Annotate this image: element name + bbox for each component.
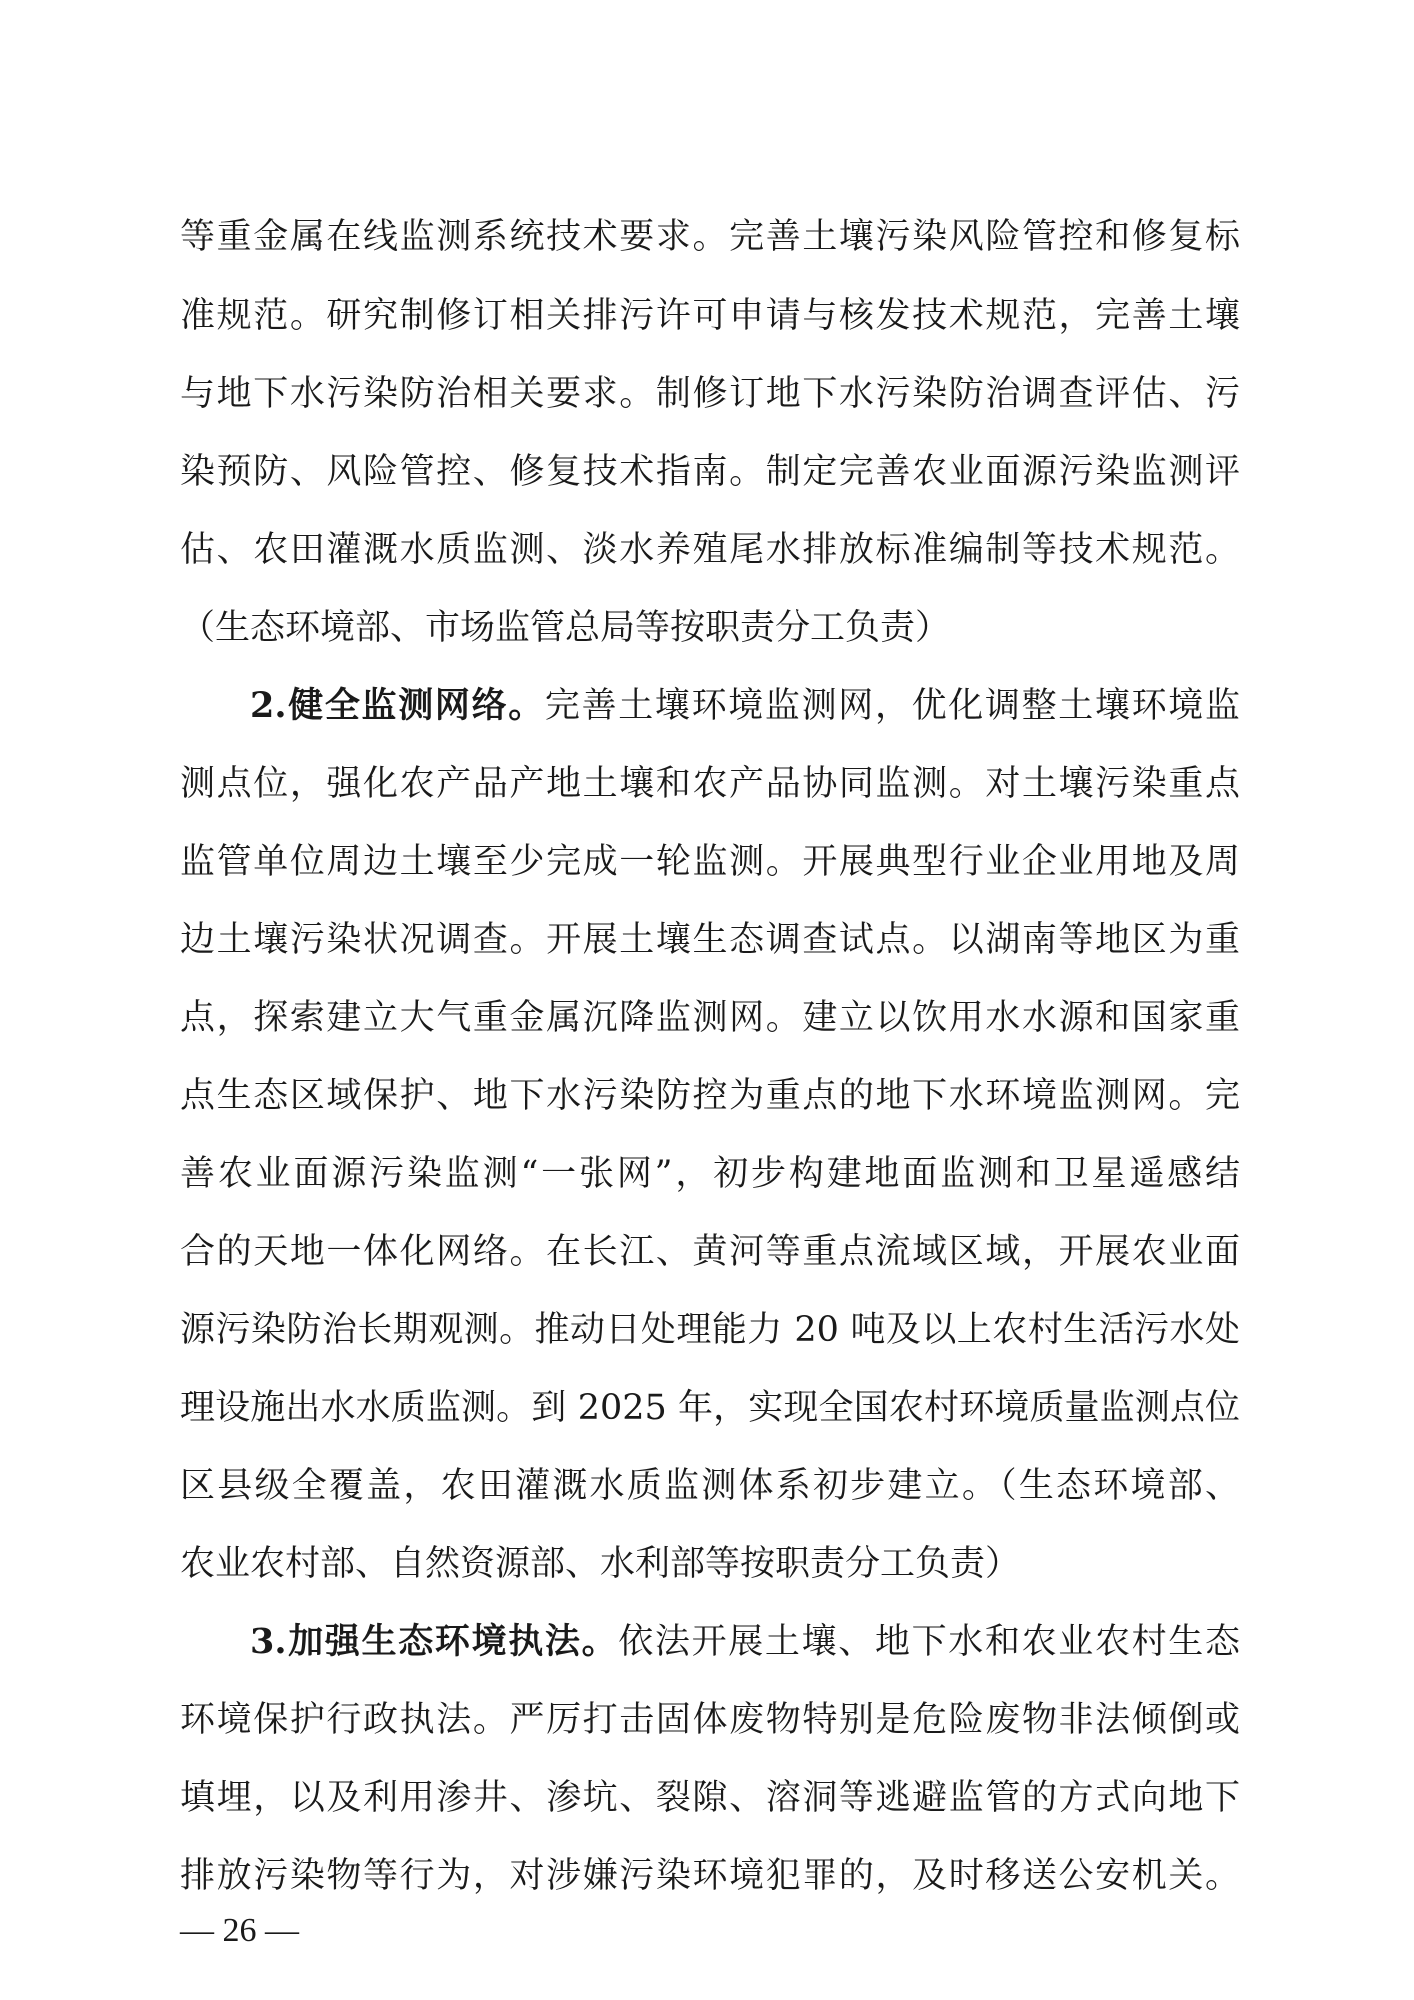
paragraph-1-line-2: 准规范。研究制修订相关排污许可申请与核发技术规范，完善土壤: [180, 296, 1240, 336]
section-heading-monitoring-network: 2.健全监测网络。: [250, 685, 545, 726]
paragraph-2-line-8: 合的天地一体化网络。在长江、黄河等重点流域区域，开展农业面: [180, 1232, 1240, 1272]
paragraph-1-line-5: 估、农田灌溉水质监测、淡水养殖尾水排放标准编制等技术规范。: [180, 530, 1240, 570]
paragraph-1-line-3: 与地下水污染防治相关要求。制修订地下水污染防治调查评估、污: [180, 374, 1240, 414]
section-heading-enforcement: 3.加强生态环境执法。: [250, 1621, 619, 1662]
paragraph-3-line-4: 排放污染物等行为，对涉嫌污染环境犯罪的，及时移送公安机关。: [180, 1856, 1240, 1896]
paragraph-1-line-1: 等重金属在线监测系统技术要求。完善土壤污染风险管控和修复标: [180, 217, 1240, 257]
paragraph-2-line-9: 源污染防治长期观测。推动日处理能力 20 吨及以上农村生活污水处: [180, 1310, 1240, 1350]
paragraph-2-line-7: 善农业面源污染监测“一张网”，初步构建地面监测和卫星遥感结: [180, 1154, 1240, 1194]
paragraph-2-line-10: 理设施出水水质监测。到 2025 年，实现全国农村环境质量监测点位: [180, 1388, 1240, 1428]
paragraph-3-line-1: [180, 1612, 1240, 1672]
paragraph-1-line-4: 染预防、风险管控、修复技术指南。制定完善农业面源污染监测评: [180, 452, 1240, 492]
paragraph-2-line-5: 点，探索建立大气重金属沉降监测网。建立以饮用水水源和国家重: [180, 998, 1240, 1038]
paragraph-2-line-1-text: 完善土壤环境监测网，优化调整土壤环境监: [544, 686, 1240, 726]
paragraph-2-line-12: 农业农村部、自然资源部、水利部等按职责分工负责）: [180, 1544, 1021, 1584]
paragraph-2-line-4: 边土壤污染状况调查。开展土壤生态调查试点。以湖南等地区为重: [180, 920, 1240, 960]
page-number: — 26 —: [180, 1912, 299, 1949]
paragraph-3-line-1-text: 依法开展土壤、地下水和农业农村生态: [618, 1622, 1240, 1662]
paragraph-3-line-2: 环境保护行政执法。严厉打击固体废物特别是危险废物非法倾倒或: [180, 1700, 1240, 1740]
paragraph-2-line-1: [180, 676, 1240, 736]
paragraph-2-line-11: 区县级全覆盖，农田灌溉水质监测体系初步建立。（生态环境部、: [180, 1466, 1240, 1506]
paragraph-1-line-6: （生态环境部、市场监管总局等按职责分工负责）: [180, 608, 951, 648]
paragraph-2-line-3: 监管单位周边土壤至少完成一轮监测。开展典型行业企业用地及周: [180, 842, 1240, 882]
paragraph-2-line-2: 测点位，强化农产品产地土壤和农产品协同监测。对土壤污染重点: [180, 764, 1240, 804]
paragraph-3-line-3: 填埋，以及利用渗井、渗坑、裂隙、溶洞等逃避监管的方式向地下: [180, 1778, 1240, 1818]
paragraph-2-line-6: 点生态区域保护、地下水污染防控为重点的地下水环境监测网。完: [180, 1076, 1240, 1116]
